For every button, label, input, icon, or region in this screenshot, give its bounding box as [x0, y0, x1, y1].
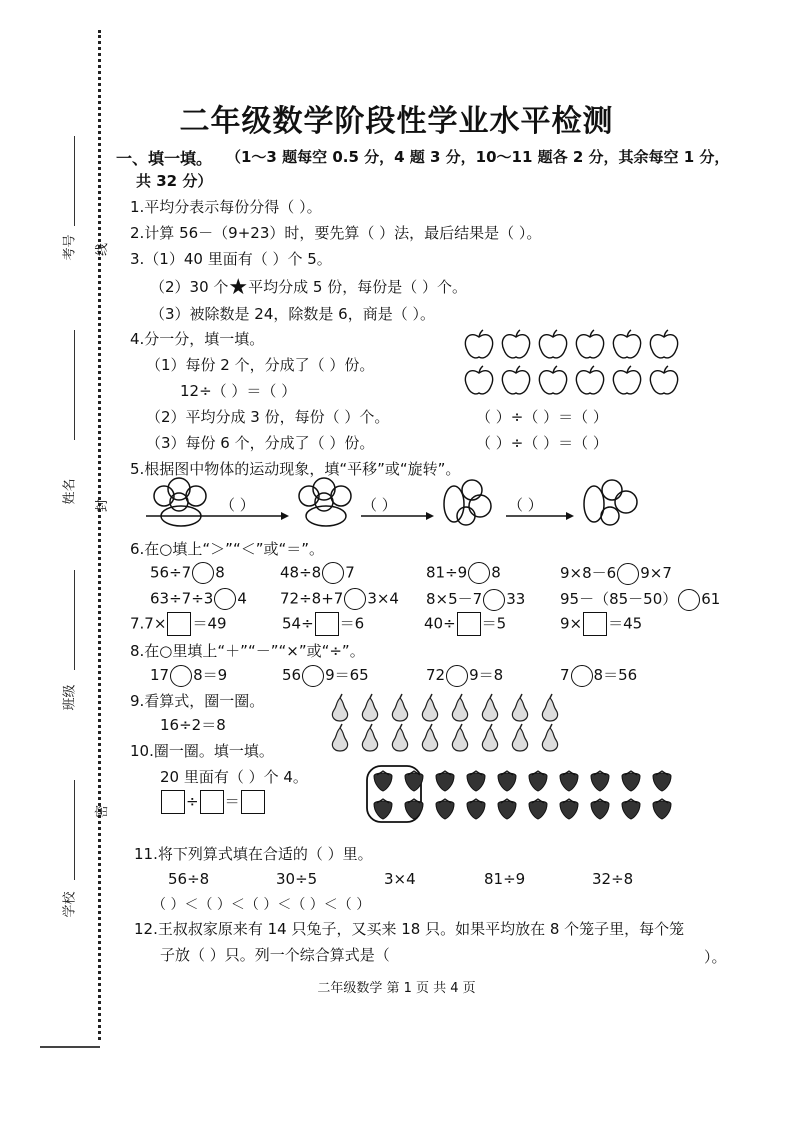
page-footer: 二年级数学 第 1 页 共 4 页: [317, 981, 476, 996]
expr-3: 3×4: [384, 870, 416, 888]
answer-box[interactable]: [200, 790, 224, 814]
strawberry-icon: [653, 771, 671, 791]
compare-item: [150, 562, 225, 584]
section-heading: 一、填一填。: [116, 149, 213, 168]
q5-answer-1: （ ）: [220, 496, 255, 514]
question-8-heading: 8.在○里填上“＋”“－”“×”或“÷”。: [130, 642, 365, 660]
question-6-heading: 6.在○填上“＞”“＜”或“＝”。: [130, 540, 325, 558]
question-12-line-1: 12.王叔叔家原来有 14 只兔子，又买来 18 只。如果平均放在 8 个笼子里，每个笼: [134, 920, 685, 938]
name-label: 姓名: [62, 478, 78, 505]
box-right: ＝6: [339, 614, 365, 633]
answer-box[interactable]: [241, 790, 265, 814]
strawberry-icon: [498, 771, 516, 791]
pear-icon: [512, 724, 527, 751]
op-left: 17: [150, 666, 170, 684]
pear-icon: [512, 694, 527, 721]
question-4-2: （2）平均分成 3 份，每份（ ）个。: [146, 408, 390, 426]
rotated-flower-icon: [584, 480, 637, 525]
question-4-3-equation: （ ）÷（ ）＝（ ）: [476, 434, 608, 452]
order-line: （ ）＜（ ）＜（ ）＜（ ）＜（ ）: [152, 897, 371, 913]
apple-icon: [502, 330, 529, 358]
question-2: 2.计算 56－（9+23）时，要先算（ ）法，最后结果是（ ）。: [130, 224, 542, 242]
rotated-flower-icon: [444, 480, 491, 525]
answer-box[interactable]: [167, 612, 191, 636]
question-10-heading: 10.圈一圈。填一填。: [130, 742, 274, 760]
class-label: 班级: [62, 684, 78, 711]
apple-icon: [539, 366, 566, 394]
question-4-heading: 4.分一分，填一填。: [130, 330, 265, 348]
fill-box-item: [282, 612, 364, 636]
arrow-head-icon: [281, 512, 289, 520]
answer-box[interactable]: [161, 790, 185, 814]
compare-right: 8: [215, 563, 225, 582]
apple-icon: [465, 330, 492, 358]
compare-left: 81÷9: [426, 563, 468, 582]
question-11-heading: 11.将下列算式填在合适的（ ）里。: [134, 845, 373, 863]
pears-illustration: [328, 692, 578, 754]
page-title: 二年级数学阶段性学业水平检测: [179, 104, 614, 139]
strawberry-icon: [622, 771, 640, 791]
apple-icon: [650, 366, 677, 394]
pear-icon: [452, 694, 467, 721]
question-10-line: 20 里面有（ ）个 4。: [160, 768, 308, 786]
answer-circle[interactable]: [344, 588, 366, 610]
apple-icon: [613, 330, 640, 358]
strawberry-icon: [653, 799, 671, 819]
strawberry-icon: [405, 799, 423, 819]
question-12-line-2: 子放（ ）只。列一个综合算式是（: [160, 946, 390, 964]
expr-2: 30÷5: [276, 870, 318, 888]
apple-icon: [539, 330, 566, 358]
exam-number-blank: [74, 136, 75, 226]
apple-icon: [576, 366, 603, 394]
pear-icon: [392, 724, 407, 751]
expr-5: 32÷8: [592, 870, 634, 888]
operator-item: [150, 664, 227, 687]
pear-icon: [332, 694, 347, 721]
apple-icon: [576, 330, 603, 358]
pear-icon: [362, 724, 377, 751]
operator-item: [560, 664, 637, 687]
section-scoring: （1～3 题每空 0.5 分，4 题 3 分，10～11 题各 2 分，其余每空 1 分，: [226, 148, 730, 166]
q3-2-pre: （2）30 个: [150, 278, 229, 296]
question-4-1-equation: 12÷（ ）＝（ ）: [180, 382, 297, 400]
answer-circle[interactable]: [322, 562, 344, 584]
expr-1: 56÷8: [168, 870, 210, 888]
strawberry-icon: [560, 771, 578, 791]
section-scoring-cont: 共 32 分）: [136, 172, 213, 190]
compare-left: 8×5－7: [426, 590, 483, 608]
fill-box-item: [560, 612, 642, 636]
compare-item: [426, 588, 525, 611]
seal-line-char: 线: [95, 242, 111, 257]
compare-left: 56÷7: [150, 563, 192, 582]
op-right: 8＝9: [193, 666, 228, 684]
pear-icon: [422, 724, 437, 751]
pear-icon: [392, 694, 407, 721]
question-5-heading: 5.根据图中物体的运动现象，填“平移”或“旋转”。: [130, 460, 461, 478]
school-blank: [74, 780, 75, 880]
question-4-1: （1）每份 2 个，分成了（ ）份。: [146, 356, 375, 374]
compare-left: 72÷8+7: [280, 589, 344, 608]
box-right: ＝45: [608, 614, 643, 633]
fill-box-item: [130, 612, 227, 636]
seal-secret-char: 密: [95, 804, 111, 819]
strawberry-icon: [374, 771, 392, 791]
apple-icon: [465, 366, 492, 394]
strawberry-icon: [529, 799, 547, 819]
strawberries-illustration: [366, 764, 686, 826]
box-right: ＝49: [192, 614, 227, 633]
compare-left: 63÷7÷3: [150, 589, 214, 608]
question-3-1: 3.（1）40 里面有（ ）个 5。: [130, 250, 332, 268]
question-9-heading: 9.看算式，圈一圈。: [130, 692, 265, 710]
equals-sign: ＝: [224, 792, 240, 811]
question-4-3: （3）每份 6 个，分成了（ ）份。: [146, 434, 375, 452]
op-right: 8＝56: [593, 666, 638, 684]
question-4-2-equation: （ ）÷（ ）＝（ ）: [476, 408, 608, 426]
seal-seal-char: 封: [95, 498, 111, 513]
box-left: 9×: [560, 614, 583, 633]
question-3-2: [150, 275, 467, 300]
pear-icon: [362, 694, 377, 721]
flower-pot-icon: [146, 478, 216, 526]
pear-icon: [482, 694, 497, 721]
strawberry-icon: [436, 799, 454, 819]
q5-answer-3: （ ）: [508, 496, 543, 514]
name-blank: [74, 330, 75, 440]
compare-left: 9×8－6: [560, 564, 617, 582]
strawberry-icon: [591, 799, 609, 819]
answer-circle[interactable]: [571, 665, 593, 687]
strawberry-icon: [622, 799, 640, 819]
expr-4: 81÷9: [484, 870, 526, 888]
box-right: ＝5: [481, 614, 507, 633]
op-left: 72: [426, 666, 446, 684]
q3-2-post: 平均分成 5 份，每份是（ ）个。: [248, 278, 467, 296]
answer-circle[interactable]: [678, 589, 700, 611]
flower-pot-icon: [299, 478, 351, 526]
strawberry-icon: [467, 799, 485, 819]
strawberry-icon: [374, 799, 392, 819]
star-icon: ★: [228, 275, 249, 300]
binding-dotted-line: [98, 30, 101, 1040]
op-left: 56: [282, 666, 302, 684]
compare-right: 9×7: [640, 564, 672, 582]
question-9-equation: 16÷2＝8: [160, 716, 226, 734]
school-label: 学校: [62, 891, 78, 918]
answer-circle[interactable]: [214, 588, 236, 610]
answer-box[interactable]: [583, 612, 607, 636]
compare-left: 95－（85－50）: [560, 590, 678, 608]
op-left: 7: [560, 666, 570, 684]
box-left: 54÷: [282, 614, 314, 633]
strawberry-icon: [498, 799, 516, 819]
pear-icon: [332, 724, 347, 751]
compare-right: 33: [506, 590, 526, 608]
answer-circle[interactable]: [446, 665, 468, 687]
question-12-close: ）。: [704, 948, 727, 966]
question-1: 1.平均分表示每份分得（ ）。: [130, 198, 322, 216]
strawberry-icon: [436, 771, 454, 791]
exam-number-label: 考号: [62, 234, 78, 261]
question-10-equation: [160, 790, 266, 814]
apples-illustration: [462, 328, 692, 398]
compare-item: [280, 562, 355, 584]
answer-circle[interactable]: [617, 563, 639, 585]
compare-item: [150, 588, 247, 610]
compare-item: [280, 588, 399, 610]
operator-item: [282, 664, 369, 687]
op-right: 9＝8: [469, 666, 504, 684]
pear-icon: [452, 724, 467, 751]
compare-right: 3×4: [367, 589, 399, 608]
q5-answer-2: （ ）: [362, 496, 397, 514]
strawberry-icon: [591, 771, 609, 791]
arrow-head-icon: [566, 512, 574, 520]
answer-circle[interactable]: [302, 665, 324, 687]
strawberry-icon: [529, 771, 547, 791]
strawberry-icon: [560, 799, 578, 819]
fill-box-item: [424, 612, 506, 636]
bottom-rule: [40, 1046, 100, 1048]
compare-right: 8: [491, 563, 501, 582]
pear-icon: [542, 724, 557, 751]
box-left: 7.7×: [130, 614, 167, 633]
operator-item: [426, 664, 503, 687]
question-3-3: （3）被除数是 24，除数是 6，商是（ ）。: [150, 305, 435, 323]
answer-circle[interactable]: [468, 562, 490, 584]
answer-box[interactable]: [315, 612, 339, 636]
apple-icon: [613, 366, 640, 394]
pear-icon: [422, 694, 437, 721]
compare-left: 48÷8: [280, 563, 322, 582]
class-blank: [74, 570, 75, 670]
answer-circle[interactable]: [192, 562, 214, 584]
compare-item: [560, 588, 720, 611]
pear-icon: [542, 694, 557, 721]
compare-item: [426, 562, 501, 584]
answer-box[interactable]: [457, 612, 481, 636]
compare-right: 4: [237, 589, 247, 608]
apple-icon: [650, 330, 677, 358]
box-left: 40÷: [424, 614, 456, 633]
apple-icon: [502, 366, 529, 394]
divide-sign: ÷: [186, 792, 199, 811]
pear-icon: [482, 724, 497, 751]
answer-circle[interactable]: [170, 665, 192, 687]
compare-right: 7: [345, 563, 355, 582]
compare-right: 61: [701, 590, 721, 608]
arrow-head-icon: [426, 512, 434, 520]
strawberry-icon: [467, 771, 485, 791]
op-right: 9＝65: [325, 666, 369, 684]
answer-circle[interactable]: [483, 589, 505, 611]
compare-item: [560, 562, 672, 585]
